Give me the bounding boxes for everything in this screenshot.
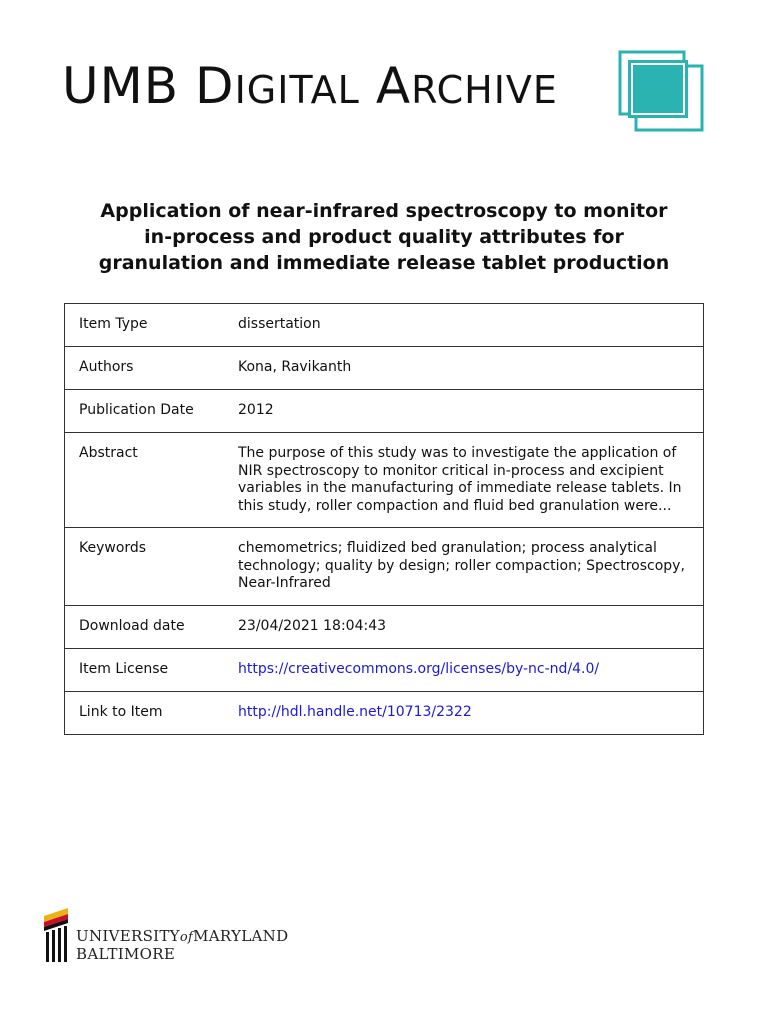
metadata-value <box>238 649 704 692</box>
archive-logo-icon <box>618 50 704 132</box>
metadata-row-authors <box>65 347 704 390</box>
document-title-line: granulation and immediate release tablet production <box>98 252 670 274</box>
metadata-label: Item Type <box>65 304 239 347</box>
metadata-row-publication-date <box>65 390 704 433</box>
university-of: of <box>179 930 194 945</box>
metadata-value: 23/04/2021 18:04:43 <box>238 606 704 649</box>
document-title-line: Application of near-infrared spectroscopy to monitor <box>100 200 668 222</box>
metadata-label: Download date <box>65 606 239 649</box>
license-link[interactable]: https://creativecommons.org/licenses/by-nc-nd/4.0/ <box>238 661 600 677</box>
archive-title-digital-initial: D <box>195 57 235 115</box>
metadata-label: Abstract <box>65 433 239 528</box>
archive-title-archive-rest: RCHIVE <box>411 68 558 112</box>
university-baltimore: BALTIMORE <box>76 945 176 963</box>
metadata-row-item-type <box>65 304 704 347</box>
archive-title <box>62 56 558 116</box>
metadata-value: 2012 <box>238 390 704 433</box>
metadata-row-link-to-item <box>65 692 704 735</box>
metadata-label: Keywords <box>65 528 239 606</box>
metadata-label: Link to Item <box>65 692 239 735</box>
university-word: UNIVERSITY <box>76 927 180 945</box>
archive-title-digital-rest: IGITAL <box>234 68 360 112</box>
university-name <box>76 928 288 963</box>
metadata-table <box>64 303 704 735</box>
archive-title-archive-initial: A <box>375 57 412 115</box>
metadata-row-keywords <box>65 528 704 606</box>
metadata-label: Publication Date <box>65 390 239 433</box>
archive-header <box>0 0 768 150</box>
metadata-value: Kona, Ravikanth <box>238 347 704 390</box>
archive-title-umb: UMB <box>62 57 180 115</box>
metadata-row-item-license <box>65 649 704 692</box>
metadata-row-abstract <box>65 433 704 528</box>
item-link[interactable]: http://hdl.handle.net/10713/2322 <box>238 704 472 720</box>
document-title <box>64 198 704 276</box>
metadata-value <box>238 692 704 735</box>
metadata-row-download-date <box>65 606 704 649</box>
metadata-label: Item License <box>65 649 239 692</box>
metadata-value: dissertation <box>238 304 704 347</box>
metadata-label: Authors <box>65 347 239 390</box>
university-maryland: MARYLAND <box>193 927 289 945</box>
document-title-line: in-process and product quality attributes for <box>144 226 624 248</box>
keywords-text: chemometrics; fluidized bed granulation; process analytical technology; quality by design; roller compaction; Spectroscopy, Near-Infrared <box>238 528 704 606</box>
abstract-text: The purpose of this study was to investigate the application of NIR spectroscopy to monitor critical in-process and excipient variables in the manufacturing of immediate release tablets. In this study, roller compaction and fluid bed granulation were... <box>238 433 704 528</box>
